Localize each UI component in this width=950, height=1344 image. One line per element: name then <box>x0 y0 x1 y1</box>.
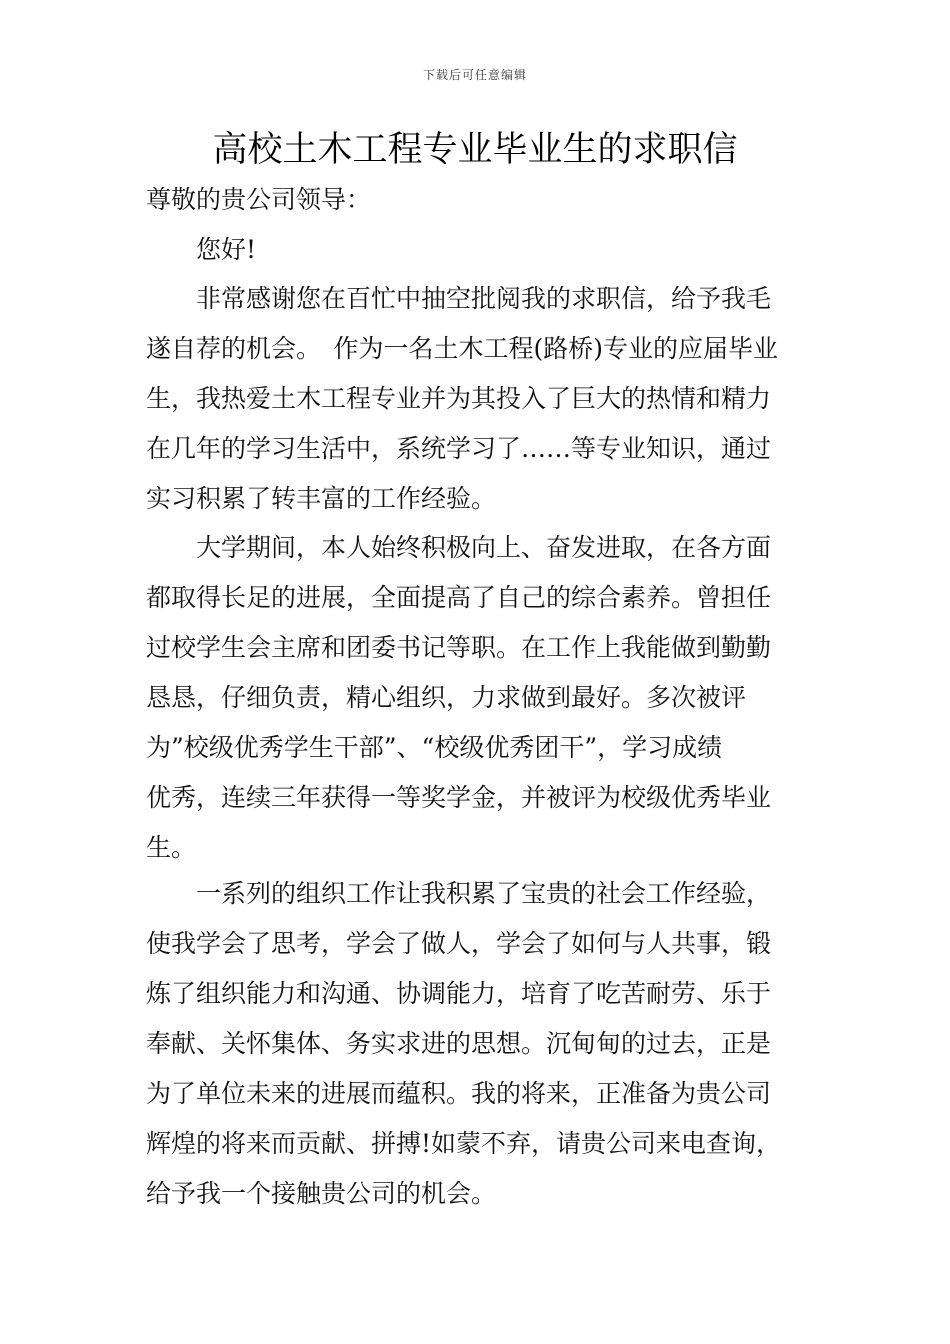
paragraph-line: 优秀，连续三年获得一等奖学金，并被评为校级优秀毕业 <box>146 783 772 812</box>
paragraph-line: 大学期间，本人始终积极向上、奋发进取，在各方面 <box>146 533 772 562</box>
paragraph-line: 过校学生会主席和团委书记等职。在工作上我能做到勤勤 <box>146 633 772 662</box>
paragraph-1 <box>146 274 806 524</box>
header-note: 下载后可任意编辑 <box>422 68 527 82</box>
paragraph-line: 给予我一个接触贵公司的机会。 <box>146 1179 497 1208</box>
paragraph-line: 都取得长足的进展，全面提高了自己的综合素养。曾担任 <box>146 583 772 612</box>
paragraph-line: 辉煌的将来而贡献、拼搏!如蒙不弃，请贵公司来电查询， <box>146 1129 782 1158</box>
paragraph-3 <box>146 869 806 1219</box>
paragraph-line: 为”校级优秀学生干部”、“校级优秀团干”，学习成绩 <box>146 733 723 762</box>
greeting: 您好! <box>196 235 257 264</box>
paragraph-line: 遂自荐的机会。 作为一名土木工程(路桥)专业的应届毕业 <box>146 334 779 363</box>
paragraph-line: 在几年的学习生活中，系统学习了……等专业知识，通过 <box>146 434 772 463</box>
paragraph-line: 一系列的组织工作让我积累了宝贵的社会工作经验， <box>146 879 772 908</box>
salutation: 尊敬的贵公司领导： <box>146 185 372 214</box>
paragraph-line: 炼了组织能力和沟通、协调能力，培育了吃苦耐劳、乐于 <box>146 979 772 1008</box>
paragraph-line: 生。 <box>146 833 197 862</box>
paragraph-line: 奉献、关怀集体、务实求进的思想。沉甸甸的过去，正是 <box>146 1029 772 1058</box>
paragraph-line: 生，我热爱土木工程专业并为其投入了巨大的热情和精力 <box>146 384 772 413</box>
paragraph-line: 实习积累了转丰富的工作经验。 <box>146 484 497 513</box>
paragraph-line: 为了单位未来的进展而蕴积。我的将来，正准备为贵公司 <box>146 1079 772 1108</box>
paragraph-line: 恳恳，仔细负责，精心组织，力求做到最好。多次被评 <box>146 683 747 712</box>
paragraph-line: 使我学会了思考，学会了做人，学会了如何与人共事，锻 <box>146 929 772 958</box>
paragraph-line: 非常感谢您在百忙中抽空批阅我的求职信，给予我毛 <box>146 284 772 313</box>
paragraph-2 <box>146 523 806 873</box>
document-title: 高校土木工程专业毕业生的求职信 <box>212 130 738 170</box>
